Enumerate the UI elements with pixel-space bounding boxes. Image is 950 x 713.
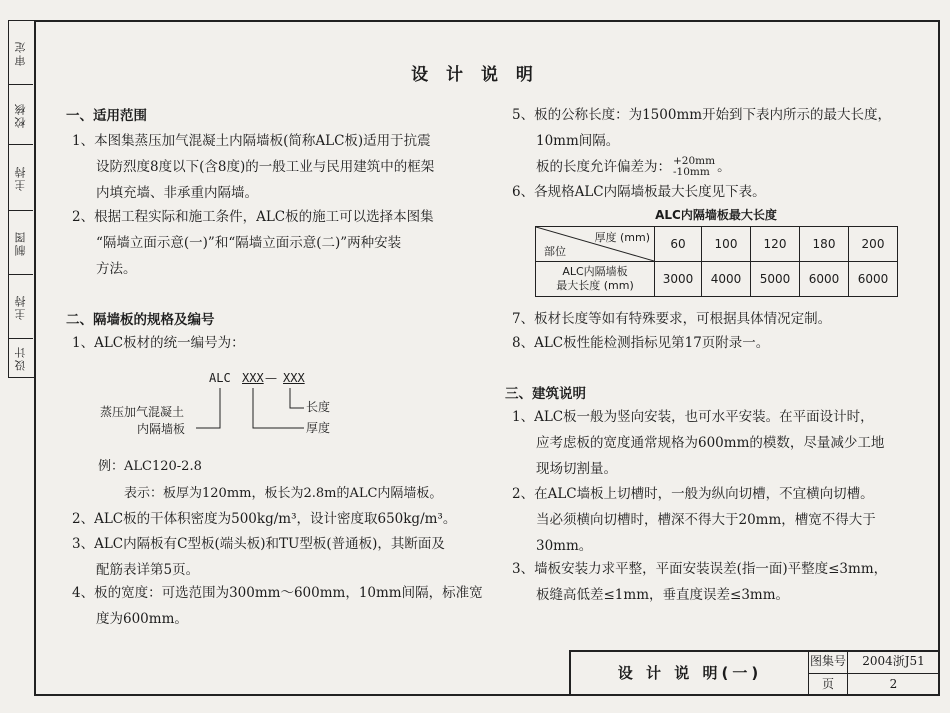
s3-item-1-line-2: 应考虑板的宽度通常规格为600mm的模数，尽量减少工地	[536, 435, 885, 451]
s3-item-3	[512, 556, 887, 608]
s3-item-1	[512, 404, 884, 482]
title-block-name: 设 计 说 明(一)	[617, 663, 763, 682]
code-length-part: XXX	[242, 371, 264, 385]
section-1-heading: 一、适用范围	[66, 108, 147, 124]
table-caption: ALC内隔墙板最大长度	[655, 208, 777, 222]
s2-item-2: 2、ALC板的干体积密度为500kg/m³，设计密度取650kg/m³。	[72, 511, 457, 527]
s1-item-2-line-1: 2、根据工程实际和施工条件，ALC板的施工可以选择本图集	[72, 209, 434, 225]
strip-cell-draw: 制图	[9, 211, 33, 275]
s2-item-4-line-1: 4、板的宽度：可选范围为300mm～600mm，10mm间隔，标准宽	[72, 585, 483, 601]
corner-top-label: 厚度 (mm)	[594, 231, 650, 244]
row-label-cell	[536, 262, 655, 297]
length-cell: 5000	[751, 262, 800, 297]
s2-item-4-line-2: 度为600mm。	[96, 611, 188, 627]
code-dash: —	[265, 371, 277, 385]
s2-item-3	[72, 531, 445, 583]
s3-item-3-line-1: 3、墙板安装力求平整，平面安装误差(指一面)平整度≤3mm，	[512, 561, 888, 577]
s1-item-1	[72, 128, 434, 206]
table-row-thickness	[536, 227, 898, 262]
table-corner-cell	[536, 227, 655, 262]
r-item-7: 7、板材长度等如有特殊要求，可根据具体情况定制。	[512, 311, 832, 327]
length-cell: 3000	[655, 262, 702, 297]
s1-item-1-line-3: 内填充墙、非承重内隔墙。	[96, 185, 258, 201]
length-cell: 6000	[849, 262, 898, 297]
tolerance-line	[536, 154, 731, 180]
page-label: 页	[809, 673, 848, 696]
row-label-line-2: 最大长度 (mm)	[556, 279, 634, 292]
title-block-page-row	[809, 673, 939, 696]
strip-cell-chief: 主持	[9, 145, 33, 211]
code-label-board: 内隔墙板	[137, 422, 186, 436]
strip-cell-check: 校核	[9, 85, 33, 145]
r-item-5-line-1: 5、板的公称长度：为1500mm开始到下表内所示的最大长度，	[512, 107, 892, 123]
s3-item-1-line-1: 1、ALC板一般为竖向安装，也可水平安装。在平面设计时，	[512, 409, 874, 425]
strip-cell-design: 设计	[14, 345, 27, 371]
s2-item-1: 1、ALC板材的统一编号为：	[72, 335, 245, 351]
s2-item-4	[72, 580, 483, 632]
section-2-heading: 二、隔墙板的规格及编号	[66, 312, 215, 328]
page-value: 2	[889, 677, 898, 691]
r-item-6: 6、各规格ALC内隔墙板最大长度见下表。	[512, 184, 766, 200]
code-label-thickness: 厚度	[306, 421, 331, 435]
page-title: 设 计 说 明	[411, 65, 539, 85]
thickness-cell: 120	[751, 227, 800, 262]
tolerance-values	[673, 156, 715, 178]
s1-item-2-line-3: 方法。	[96, 261, 137, 277]
s3-item-3-line-2: 板缝高低差≤1mm，垂直度误差≤3mm。	[536, 587, 790, 603]
atlas-label: 图集号	[809, 650, 848, 673]
strip-cell-chief-2: 主持	[9, 275, 33, 339]
row-label-line-1: ALC内隔墙板	[562, 265, 628, 278]
code-thickness-part: XXX	[283, 371, 305, 385]
strip-cell-approve: 审定	[9, 21, 33, 85]
title-block-atlas-row	[809, 650, 939, 674]
corner-bottom-label: 部位	[544, 245, 566, 258]
code-example: 例：ALC120-2.8	[98, 459, 202, 474]
s3-item-2	[512, 481, 876, 559]
tolerance-end: 。	[717, 159, 731, 175]
thickness-cell: 60	[655, 227, 702, 262]
length-cell: 4000	[702, 262, 751, 297]
s3-item-2-line-2: 当必须横向切槽时，槽深不得大于20mm，槽宽不得大于	[536, 512, 876, 528]
tolerance-minus: -10mm	[673, 166, 710, 178]
s1-item-1-line-2: 设防烈度8度以下(含8度)的一般工业与民用建筑中的框架	[96, 159, 435, 175]
section-3-heading: 三、建筑说明	[505, 386, 586, 402]
code-label-length: 长度	[306, 400, 331, 414]
table-row-length	[536, 262, 898, 297]
s3-item-1-line-3: 现场切割量。	[536, 461, 617, 477]
title-block-grid	[808, 650, 940, 696]
length-cell: 6000	[800, 262, 849, 297]
thickness-cell: 180	[800, 227, 849, 262]
r-item-8: 8、ALC板性能检测指标见第17页附录一。	[512, 335, 770, 351]
s1-item-2-line-2: “隔墙立面示意(一)”和“隔墙立面示意(二)”两种安装	[96, 235, 402, 251]
tolerance-plus: +20mm	[673, 155, 716, 167]
r-item-5	[512, 102, 891, 154]
code-prefix: ALC	[209, 371, 231, 385]
code-example-desc: 表示：板厚为120mm，板长为2.8m的ALC内隔墙板。	[124, 486, 443, 501]
s2-item-3-line-1: 3、ALC内隔板有C型板(端头板)和TU型板(普通板)，其断面及	[72, 536, 445, 552]
thickness-cell: 200	[849, 227, 898, 262]
code-label-material: 蒸压加气混凝土	[100, 405, 185, 419]
max-length-table	[535, 226, 898, 297]
tolerance-label: 板的长度允许偏差为：	[536, 159, 671, 175]
s3-item-2-line-1: 2、在ALC墙板上切槽时，一般为纵向切槽，不宜横向切槽。	[512, 486, 874, 502]
s1-item-1-line-1: 1、本图集蒸压加气混凝土内隔墙板(简称ALC板)适用于抗震	[72, 133, 431, 149]
s1-item-2	[72, 204, 434, 282]
s2-item-3-line-2: 配筋表详第5页。	[96, 562, 200, 578]
thickness-cell: 100	[702, 227, 751, 262]
s3-item-2-line-3: 30mm。	[536, 538, 593, 554]
r-item-5-line-2: 10mm间隔。	[536, 133, 620, 149]
atlas-value: 2004浙J51	[862, 654, 925, 668]
